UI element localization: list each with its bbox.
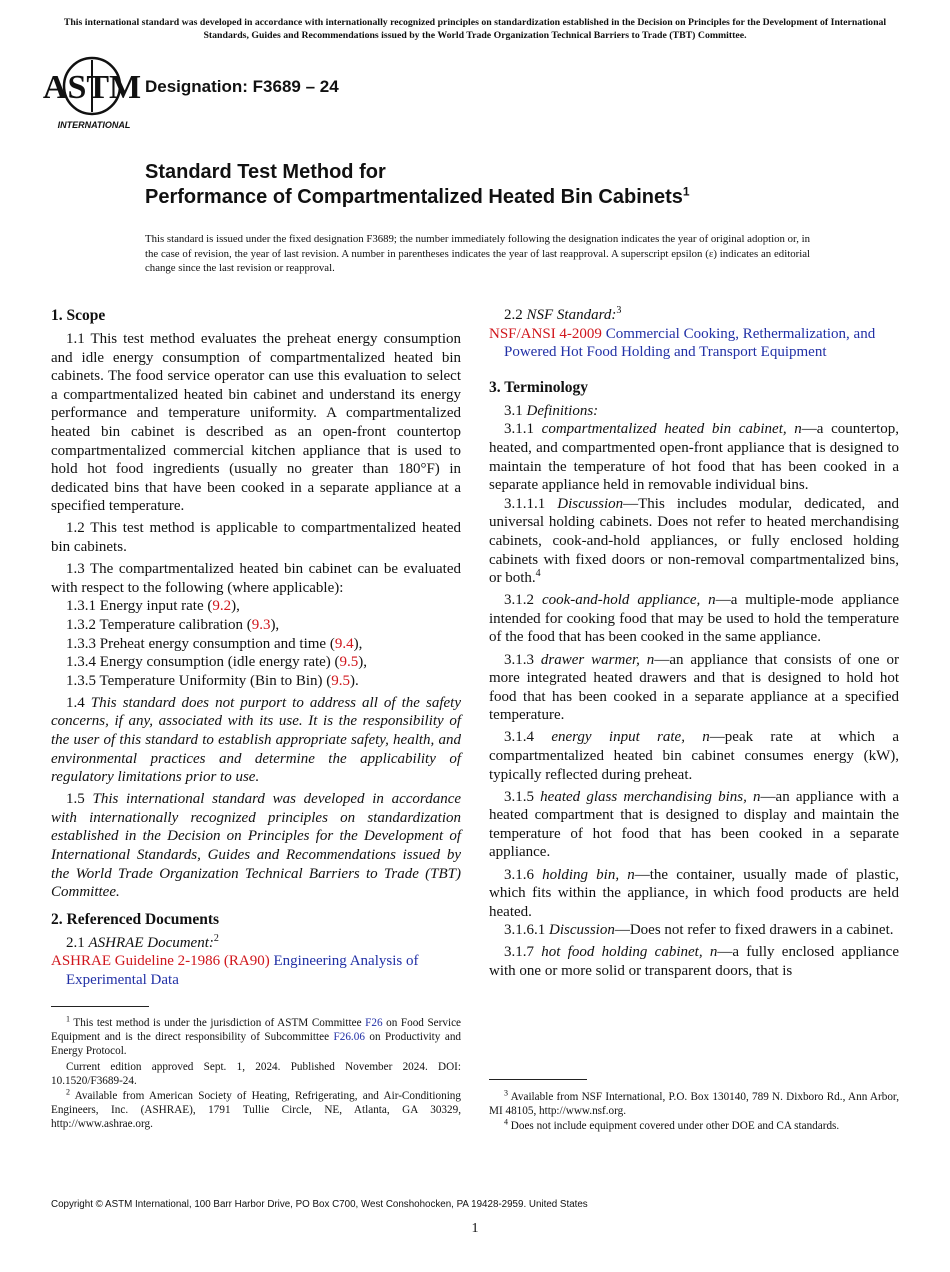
- para-3-1: 3.1 Definitions:: [504, 402, 599, 419]
- title-line-2: [145, 185, 905, 210]
- section-2-heading: 2. Referenced Documents: [51, 910, 220, 928]
- subcommittee-link[interactable]: F26.06: [333, 1031, 365, 1044]
- def-3-1-5: 3.1.5 heated glass merchandising bins, n—an appliance with a heated compartment that is designed to display and maintain the temperature of hot food that has been cooked in a separate appliance.: [489, 788, 900, 861]
- astm-logo: [42, 56, 142, 132]
- para-1-1: 1.1 This test method evaluates the preheat energy consumption and idle energy consumption of compartmentalized heated bin cabinets. The food service operator can use this evaluation to select a compartmentalized heated bin cabinet and understand its energy performance and temperature uniformity. A compartmentalized heated bin cabinet is described as an open-front countertop compartmentalized commercial kitchen appliance that is used to hold hot food ingredients (usually no greater than 180°F) in dedicated bins that have been cooked in a separate appliance at a specified temperature.: [51, 331, 461, 515]
- def-3-1-4: 3.1.4 energy input rate, n—peak rate at which a compartmentalized heated bin cabinet consumes energy (kW), typically reflected during preheat.: [489, 729, 900, 783]
- para-1-4: 1.4 This standard does not purport to address all of the safety concerns, if any, associated with its use. It is the responsibility of the user of this standard to establish appropriate safety, health, and environmental practices and determine the applicability of regulatory limitations prior to use.: [51, 694, 461, 786]
- def-3-1-1: 3.1.1 compartmentalized heated bin cabinet, n—a countertop, heated, and compartmented open-front appliance that is designed to maintain the temperature of hot food that has been cooked in a separate appliance held in removable individual bins.: [489, 421, 899, 494]
- footnote-1: $^1$ This test method is under the jurisdiction of ASTM Committee F26 on Food Service Equipment and is the direct responsibility of Subcommittee F26.06 on Productivity and Energy Protocol.: [51, 1014, 462, 1058]
- section-3-heading: 3. Terminology: [489, 378, 589, 396]
- designation: Designation: F3689 – 24: [145, 77, 339, 96]
- nsf-code-link[interactable]: NSF/ANSI 4-2009: [489, 325, 602, 342]
- title-main: Performance of Compartmentalized Heated Bin Cabinets: [145, 186, 683, 208]
- footnotes-left: [51, 1016, 461, 1133]
- list-1-3: [51, 597, 461, 690]
- astm-logo-mark: ASTM: [42, 69, 142, 106]
- para-1-5: 1.5 This international standard was developed in accordance with internationally recognized principles on standardization established in the Decision on Principles for the Development of International Standards, Guides and Recommendations issued by the World Trade Organization Technical Barriers to Trade (TBT) Committee.: [51, 791, 462, 901]
- footnote-rule-left: [51, 1006, 149, 1007]
- issue-note: This standard is issued under the fixed designation F3689; the number immediately following the designation indicates the year of original adoption or, in the case of revision, the year of last revision. A number in parentheses indicates the year of last reapproval. A superscript epsilon (ε) indicates an editorial change since the last revision or reapproval.: [145, 233, 810, 275]
- ref-link[interactable]: 9.2: [212, 598, 232, 615]
- def-3-1-2: 3.1.2 cook-and-hold appliance, n—a multiple-mode appliance intended for cooking food that may be used to hold the temperature of the food that has been cooked in the same appliance.: [489, 592, 899, 646]
- ref-link[interactable]: 9.3: [251, 616, 271, 633]
- astm-logo-icon: [42, 56, 142, 132]
- para-2-2: 2.2 NSF Standard:$^3$: [504, 305, 622, 323]
- def-3-1-7: 3.1.7 hot food holding cabinet, n—a fully enclosed appliance with one or more solid or transparent doors, that is: [489, 944, 899, 979]
- footnote-rule-right: [489, 1079, 587, 1080]
- footnotes-right: [489, 1090, 899, 1135]
- page-number: 1: [471, 1221, 479, 1236]
- list-item: 1.3.4 Energy consumption (idle energy rate) (9.5),: [66, 654, 368, 671]
- copyright-line: Copyright © ASTM International, 100 Barr Harbor Drive, PO Box C700, West Conshohocken, PA 19428-2959. United States: [51, 1199, 588, 1210]
- footnote-3: $^3$ Available from NSF International, P.O. Box 130140, 789 N. Dixboro Rd., Ann Arbor, MI 48105, http://www.nsf.org.: [489, 1088, 899, 1118]
- right-column: [489, 306, 899, 984]
- list-item: 1.3.1 Energy input rate (9.2),: [66, 598, 240, 615]
- ref-link[interactable]: 9.5: [339, 654, 359, 671]
- para-1-2: 1.2 This test method is applicable to compartmentalized heated bin cabinets.: [51, 520, 461, 556]
- document-title: [145, 160, 905, 210]
- list-item: 1.3.3 Preheat energy consumption and time (9.4),: [66, 635, 363, 652]
- ref-link[interactable]: 9.5: [331, 672, 351, 689]
- section-1-heading: 1. Scope: [51, 307, 106, 324]
- nsf-title-link[interactable]: Commercial Cooking, Rethermalization, and Powered Hot Food Holding and Transport Equipment: [504, 325, 876, 361]
- committee-link[interactable]: F26: [365, 1017, 383, 1029]
- ref-link[interactable]: 9.4: [334, 635, 354, 652]
- def-3-1-6-1: 3.1.6.1 Discussion—Does not refer to fixed drawers in a cabinet.: [504, 922, 894, 939]
- def-3-1-3: 3.1.3 drawer warmer, n—an appliance that consists of one or more integrated heated drawers and that is designed to hold hot food that has been cooked in a separate appliance at a specified temperature.: [489, 651, 899, 724]
- ashrae-code-link[interactable]: ASHRAE Guideline 2-1986 (RA90): [51, 953, 270, 970]
- list-item: 1.3.2 Temperature calibration (9.3),: [66, 616, 280, 633]
- footnote-1-edition: Current edition approved Sept. 1, 2024. Published November 2024. DOI: 10.1520/F3689-24.: [51, 1060, 461, 1087]
- top-notice: This international standard was developed in accordance with internationally recognized principles on standardization established in the Decision on Principles for the Development of International Standards, Guides and Recommendations issued by the World Trade Organization Technical Barriers to Trade (TBT) Committee.: [63, 17, 887, 41]
- def-3-1-6: 3.1.6 holding bin, n—the container, usually made of plastic, which fits within the appliance, in which food products are held heated.: [489, 866, 899, 920]
- astm-logo-label: INTERNATIONAL: [57, 120, 131, 130]
- footnote-2: $^2$ Available from American Society of Heating, Refrigerating, and Air-Conditioning Engineers, Inc. (ASHRAE), 1791 Tullie Circle, NE, Atlanta, GA 30329, http://www.ashrae.org.: [51, 1087, 461, 1131]
- title-line-1: Standard Test Method for: [145, 161, 386, 183]
- title-footnote-mark: 1: [682, 184, 690, 199]
- para-1-3: 1.3 The compartmentalized heated bin cabinet can be evaluated with respect to the following (where applicable):: [51, 561, 461, 596]
- nsf-reference: [489, 325, 899, 362]
- para-2-1: 2.1 ASHRAE Document:$^2$: [66, 932, 219, 951]
- ashrae-title-link[interactable]: Engineering Analysis of Experimental Data: [66, 953, 419, 988]
- def-3-1-1-1: 3.1.1.1 Discussion—This includes modular, dedicated, and universal holding cabinets. Does not refer to heated merchandising cabinets, cook-and-hold appliances, or fully enclosed holding cabinets with fixed doors or non-removal compartmentalized bins, or both.$^4$: [489, 495, 899, 587]
- footnote-4: $^4$ Does not include equipment covered under other DOE and CA standards.: [504, 1117, 840, 1133]
- left-column: [51, 306, 461, 993]
- list-item: 1.3.5 Temperature Uniformity (Bin to Bin) (9.5).: [66, 672, 359, 689]
- ashrae-reference: [51, 952, 461, 989]
